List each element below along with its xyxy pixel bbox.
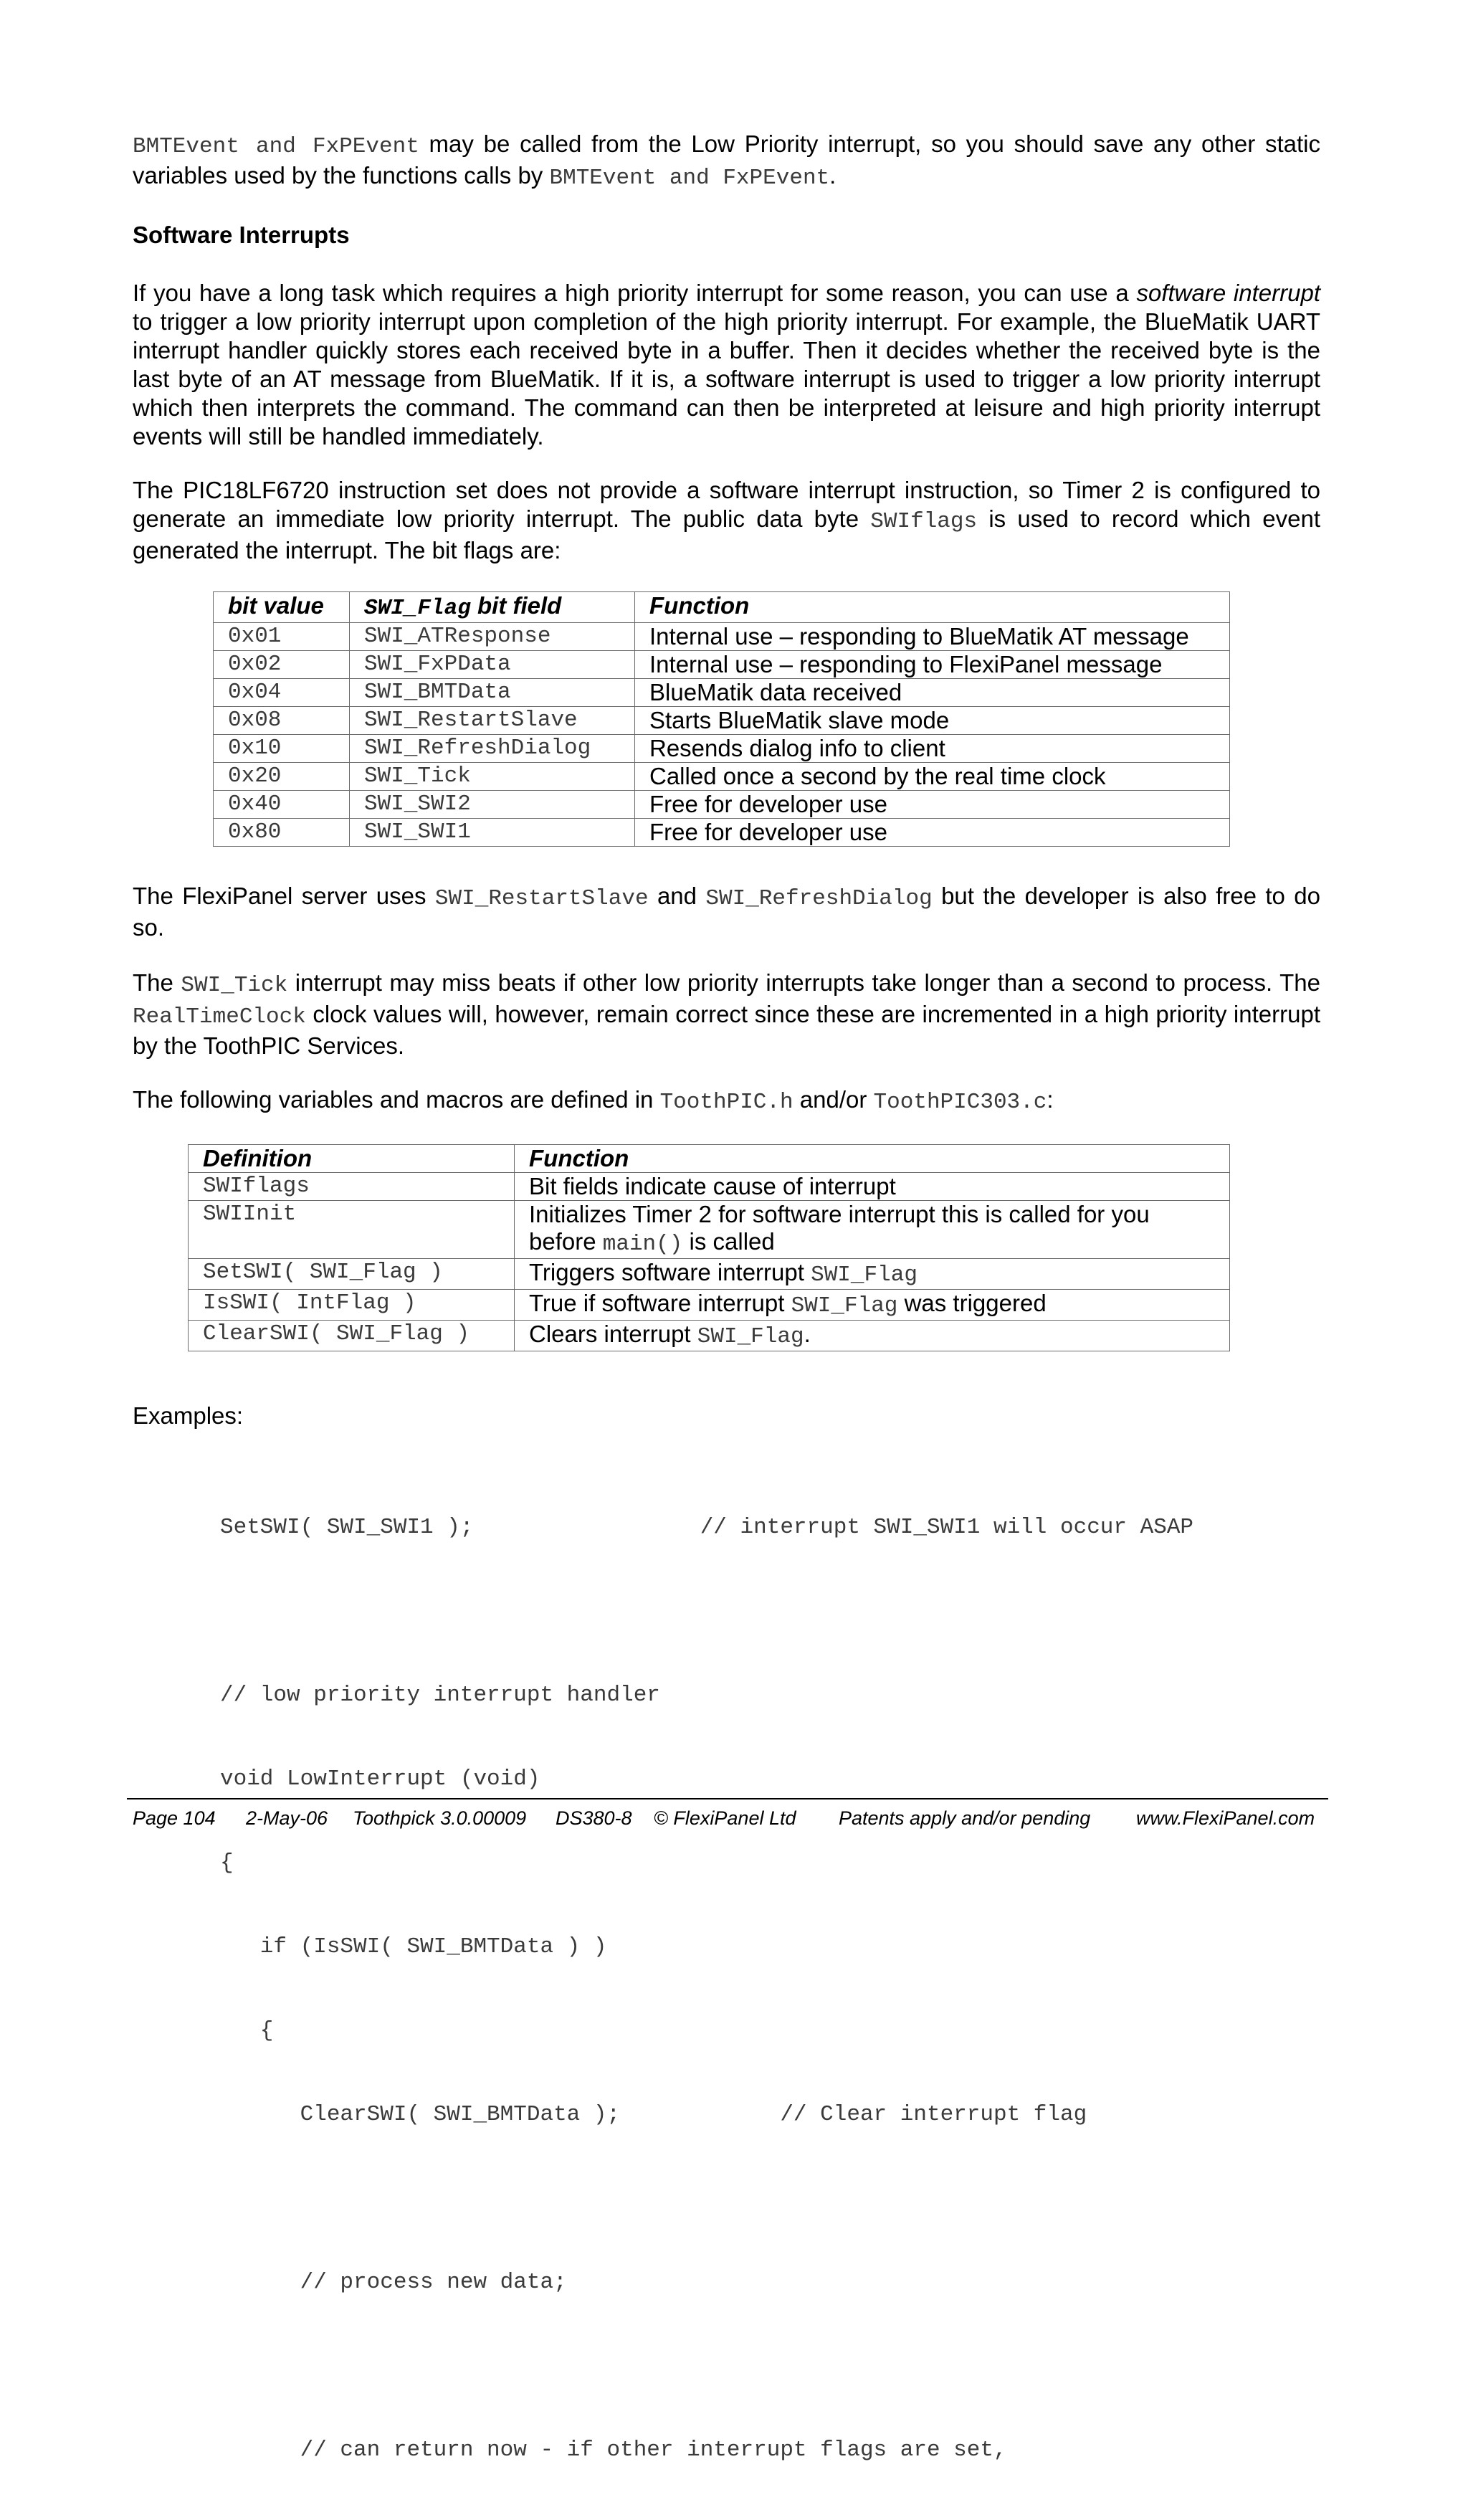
bit-value-cell: 0x08	[214, 707, 350, 735]
text-run: and/or	[793, 1086, 874, 1113]
header-definition: Definition	[189, 1145, 515, 1173]
code-line: // can return now - if other interrupt flags are set,	[220, 2438, 1007, 2463]
table-header-row	[189, 1145, 1230, 1173]
bit-value-cell: 0x10	[214, 735, 350, 763]
text-run: interrupt may miss beats if other low priority interrupts take longer than a second to process. The	[287, 969, 1320, 996]
definitions-intro-paragraph	[133, 1085, 1320, 1117]
text-run: The	[133, 969, 181, 996]
header-function: Function	[635, 592, 1230, 623]
code-line: // low priority interrupt handler	[220, 1683, 660, 1708]
inline-code: SWI_Flag	[811, 1263, 918, 1288]
inline-code: SWI_Flag	[697, 1324, 804, 1349]
code-line	[220, 1597, 1193, 1625]
text-run: .	[829, 162, 837, 189]
inline-code: BMTEvent and FxPEvent	[133, 134, 419, 159]
table-row	[214, 651, 1230, 679]
header-text: bit field	[470, 592, 562, 619]
function-cell: Starts BlueMatik slave mode	[635, 707, 1230, 735]
table-header-row	[214, 592, 1230, 623]
function-cell	[515, 1201, 1230, 1259]
code-line: if (IsSWI( SWI_BMTData ) )	[220, 1934, 607, 1959]
footer-product: Toothpick 3.0.00009	[353, 1807, 527, 1829]
inline-code: SWI_Tick	[181, 973, 288, 998]
code-line: // process new data;	[220, 2270, 567, 2295]
text-run: The following variables and macros are defined in	[133, 1086, 660, 1113]
function-cell	[515, 1173, 1230, 1201]
definition-cell: ClearSWI( SWI_Flag )	[189, 1321, 515, 1351]
bit-value-cell: 0x40	[214, 791, 350, 819]
inline-code: SWI_Flag	[791, 1293, 898, 1318]
bit-value-cell: 0x80	[214, 819, 350, 847]
table-row	[189, 1290, 1230, 1321]
timer2-paragraph	[133, 476, 1320, 565]
intro-paragraph	[133, 130, 1320, 193]
inline-code: RealTimeClock	[133, 1004, 306, 1030]
header-code: SWI_Flag	[364, 596, 471, 621]
inline-code: ToothPIC.h	[659, 1090, 793, 1115]
swi-tick-paragraph	[133, 969, 1320, 1060]
bit-field-cell: SWI_Tick	[350, 763, 635, 791]
function-cell: Free for developer use	[635, 791, 1230, 819]
text-run: The FlexiPanel server uses	[133, 883, 435, 909]
text-run: may be called from the Low Priority interrupt, so you should save any other static variables used by the functions calls by	[133, 130, 1320, 189]
footer-divider	[127, 1798, 1328, 1799]
function-cell: Internal use – responding to BlueMatik AT message	[635, 623, 1230, 651]
table-row	[214, 819, 1230, 847]
definition-cell: SWIflags	[189, 1173, 515, 1201]
footer-patents: Patents apply and/or pending	[839, 1807, 1091, 1829]
code-line: {	[220, 1850, 234, 1875]
table-row	[214, 763, 1230, 791]
text-run: is called	[682, 1228, 775, 1255]
function-cell: Called once a second by the real time clock	[635, 763, 1230, 791]
footer-url: www.FlexiPanel.com	[1136, 1807, 1315, 1829]
flexipanel-server-paragraph	[133, 882, 1320, 942]
text-run: .	[804, 1321, 811, 1347]
header-bit-field	[350, 592, 635, 623]
inline-code: ToothPIC303.c	[873, 1090, 1047, 1115]
table-row	[214, 623, 1230, 651]
definition-cell: SetSWI( SWI_Flag )	[189, 1259, 515, 1290]
inline-code: SWI_RefreshDialog	[705, 886, 933, 911]
inline-code: main()	[602, 1232, 683, 1257]
text-run: was triggered	[897, 1290, 1047, 1316]
table-row	[214, 707, 1230, 735]
text-run: Bit fields indicate cause of interrupt	[529, 1173, 896, 1199]
bit-field-cell: SWI_FxPData	[350, 651, 635, 679]
footer-page-number: Page 104	[133, 1807, 216, 1829]
footer-copyright: © FlexiPanel Ltd	[654, 1807, 796, 1829]
bit-field-cell: SWI_SWI1	[350, 819, 635, 847]
inline-code: SWI_RestartSlave	[434, 886, 649, 911]
code-example	[220, 1458, 1193, 2520]
swi-flags-table	[213, 591, 1230, 847]
text-run: True if software interrupt	[529, 1290, 791, 1316]
function-cell: BlueMatik data received	[635, 679, 1230, 707]
text-run: Clears interrupt	[529, 1321, 697, 1347]
table-row	[189, 1173, 1230, 1201]
table-row	[214, 679, 1230, 707]
footer-date: 2-May-06	[246, 1807, 328, 1829]
section-heading: Software Interrupts	[133, 222, 350, 248]
bit-field-cell: SWI_RefreshDialog	[350, 735, 635, 763]
text-run: clock values will, however, remain correct since these are incremented in a high priority interrupt by the ToothPIC Services.	[133, 1001, 1320, 1059]
function-cell	[515, 1290, 1230, 1321]
definitions-table	[188, 1144, 1230, 1351]
header-bit-value: bit value	[214, 592, 350, 623]
bit-value-cell: 0x20	[214, 763, 350, 791]
text-run: :	[1047, 1086, 1054, 1113]
text-run: If you have a long task which requires a high priority interrupt for some reason, you can use a	[133, 280, 1137, 306]
definition-cell: SWIInit	[189, 1201, 515, 1259]
definition-cell: IsSWI( IntFlag )	[189, 1290, 515, 1321]
table-row	[214, 735, 1230, 763]
text-run: to trigger a low priority interrupt upon completion of the high priority interrupt. For example, the BlueMatik UART interrupt handler quickly stores each received byte in a buffer. Then it decides whether the received byte is the last byte of an AT message from BlueMatik. If it is, a software interrupt is used to trigger a low priority interrupt which then interprets the command. The command can then be interpreted at leisure and high priority interrupt events will still be handled immediately.	[133, 308, 1320, 450]
inline-code: SWIflags	[870, 509, 978, 534]
table-row	[189, 1321, 1230, 1351]
text-run: but the developer is also free to do so.	[133, 883, 1320, 941]
bit-field-cell: SWI_BMTData	[350, 679, 635, 707]
function-cell	[515, 1259, 1230, 1290]
code-line: SetSWI( SWI_SWI1 ); // interrupt SWI_SWI1 will occur ASAP	[220, 1515, 1194, 1540]
code-line	[220, 2184, 1193, 2212]
text-run: Initializes Timer 2 for software interrupt this is called for you before	[529, 1201, 1150, 1255]
software-interrupt-paragraph	[133, 279, 1320, 451]
text-run: is used to record which event generated the interrupt. The bit flags are:	[133, 505, 1320, 564]
text-run: The PIC18LF6720 instruction set does not provide a software interrupt instruction, so Timer 2 is configured to generate an immediate low priority interrupt. The public data byte	[133, 477, 1320, 532]
table-row	[189, 1201, 1230, 1259]
bit-field-cell: SWI_SWI2	[350, 791, 635, 819]
code-line: {	[220, 2018, 274, 2043]
text-run: Triggers software interrupt	[529, 1259, 811, 1285]
bit-field-cell: SWI_ATResponse	[350, 623, 635, 651]
function-cell: Free for developer use	[635, 819, 1230, 847]
emphasis-text: software interrupt	[1136, 280, 1320, 306]
table-row	[214, 791, 1230, 819]
code-line: ClearSWI( SWI_BMTData ); // Clear interrupt flag	[220, 2102, 1087, 2127]
footer-doc-id: DS380-8	[556, 1807, 632, 1829]
function-cell: Resends dialog info to client	[635, 735, 1230, 763]
bit-value-cell: 0x01	[214, 623, 350, 651]
header-function: Function	[515, 1145, 1230, 1173]
code-line: void LowInterrupt (void)	[220, 1767, 540, 1792]
text-run: and	[648, 883, 706, 909]
code-line	[220, 2352, 1193, 2380]
function-cell	[515, 1321, 1230, 1351]
bit-value-cell: 0x04	[214, 679, 350, 707]
inline-code: BMTEvent and FxPEvent	[549, 166, 830, 191]
table-row	[189, 1259, 1230, 1290]
function-cell: Internal use – responding to FlexiPanel message	[635, 651, 1230, 679]
bit-field-cell: SWI_RestartSlave	[350, 707, 635, 735]
examples-label: Examples:	[133, 1402, 244, 1429]
bit-value-cell: 0x02	[214, 651, 350, 679]
